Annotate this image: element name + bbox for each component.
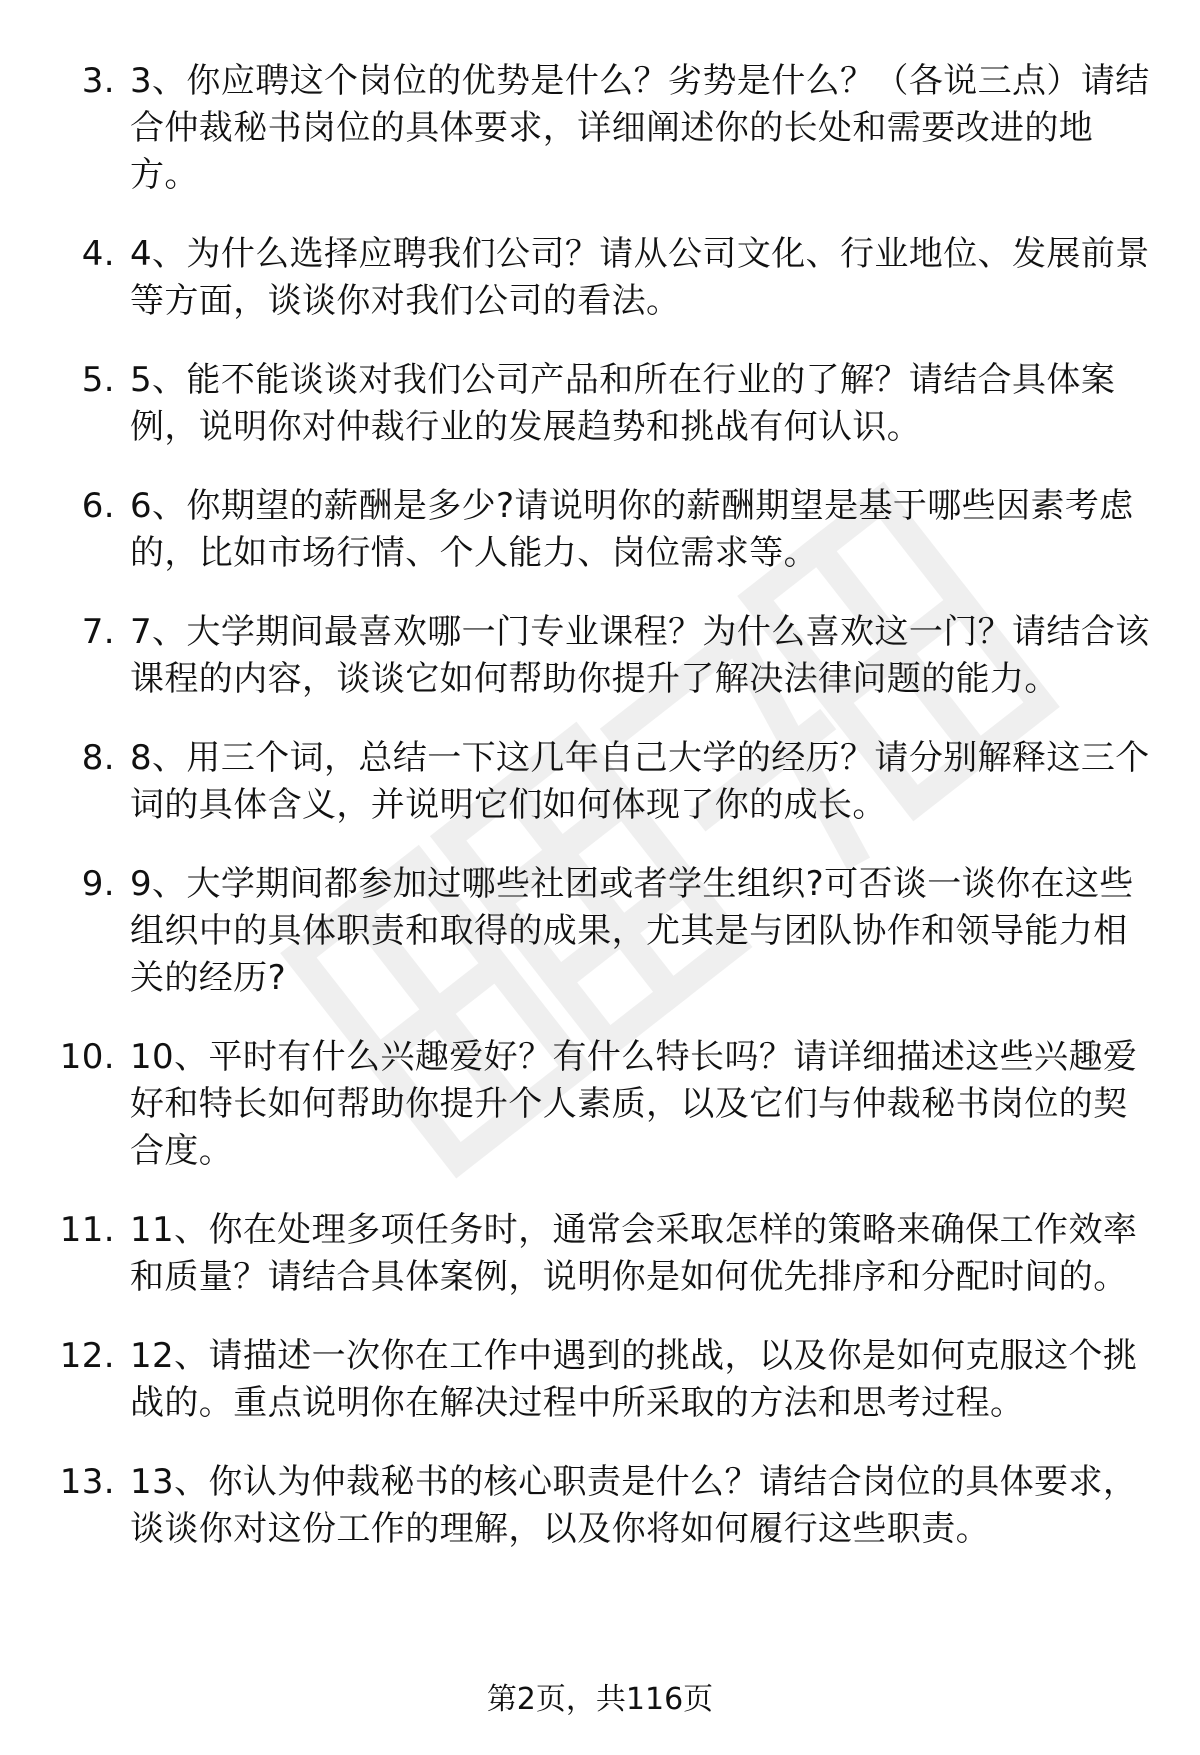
question-number: 12. xyxy=(59,1336,115,1376)
question-text: 5、能不能谈谈对我们公司产品和所在行业的了解？请结合具体案例，说明你对仲裁行业的发展趋势和挑战有何认识。 xyxy=(130,360,1116,447)
question-number: 7. xyxy=(81,612,115,652)
question-number: 8. xyxy=(81,738,115,778)
question-item xyxy=(0,1034,1200,1175)
question-list xyxy=(0,58,1200,1553)
question-text: 8、用三个词，总结一下这几年自己大学的经历？请分别解释这三个词的具体含义，并说明它们如何体现了你的成长。 xyxy=(130,738,1150,825)
question-text: 12、请描述一次你在工作中遇到的挑战，以及你是如何克服这个挑战的。重点说明你在解决过程中所采取的方法和思考过程。 xyxy=(130,1336,1138,1423)
question-item xyxy=(0,861,1200,1002)
question-text: 3、你应聘这个岗位的优势是什么？劣势是什么？（各说三点）请结合仲裁秘书岗位的具体要求，详细阐述你的长处和需要改进的地方。 xyxy=(130,61,1150,195)
question-text: 10、平时有什么兴趣爱好？有什么特长吗？请详细描述这些兴趣爱好和特长如何帮助你提升个人素质，以及它们与仲裁秘书岗位的契合度。 xyxy=(130,1037,1138,1171)
question-number: 4. xyxy=(81,234,115,274)
question-number: 3. xyxy=(81,61,115,101)
question-text: 13、你认为仲裁秘书的核心职责是什么？请结合岗位的具体要求，谈谈你对这份工作的理解，以及你将如何履行这些职责。 xyxy=(130,1462,1138,1549)
question-number: 6. xyxy=(81,486,115,526)
question-text: 6、你期望的薪酬是多少?请说明你的薪酬期望是基于哪些因素考虑的，比如市场行情、个人能力、岗位需求等。 xyxy=(130,486,1134,573)
question-number: 5. xyxy=(81,360,115,400)
question-text: 11、你在处理多项任务时，通常会采取怎样的策略来确保工作效率和质量？请结合具体案例，说明你是如何优先排序和分配时间的。 xyxy=(130,1210,1138,1297)
question-item xyxy=(0,58,1200,199)
question-item xyxy=(0,1459,1200,1553)
question-item xyxy=(0,357,1200,451)
question-number: 11. xyxy=(59,1210,115,1250)
question-number: 13. xyxy=(59,1462,115,1502)
question-item xyxy=(0,1207,1200,1301)
question-text: 7、大学期间最喜欢哪一门专业课程？为什么喜欢这一门？请结合该课程的内容，谈谈它如何帮助你提升了解决法律问题的能力。 xyxy=(130,612,1150,699)
question-item xyxy=(0,1333,1200,1427)
question-text: 9、大学期间都参加过哪些社团或者学生组织?可否谈一谈你在这些组织中的具体职责和取得的成果，尤其是与团队协作和领导能力相关的经历? xyxy=(130,864,1134,998)
question-item xyxy=(0,231,1200,325)
page-footer: 第2页，共116页 xyxy=(486,1682,714,1717)
question-item xyxy=(0,609,1200,703)
question-number: 10. xyxy=(59,1037,115,1077)
question-number: 9. xyxy=(81,864,115,904)
question-text: 4、为什么选择应聘我们公司？请从公司文化、行业地位、发展前景等方面，谈谈你对我们公司的看法。 xyxy=(130,234,1150,321)
question-item xyxy=(0,735,1200,829)
question-item xyxy=(0,483,1200,577)
